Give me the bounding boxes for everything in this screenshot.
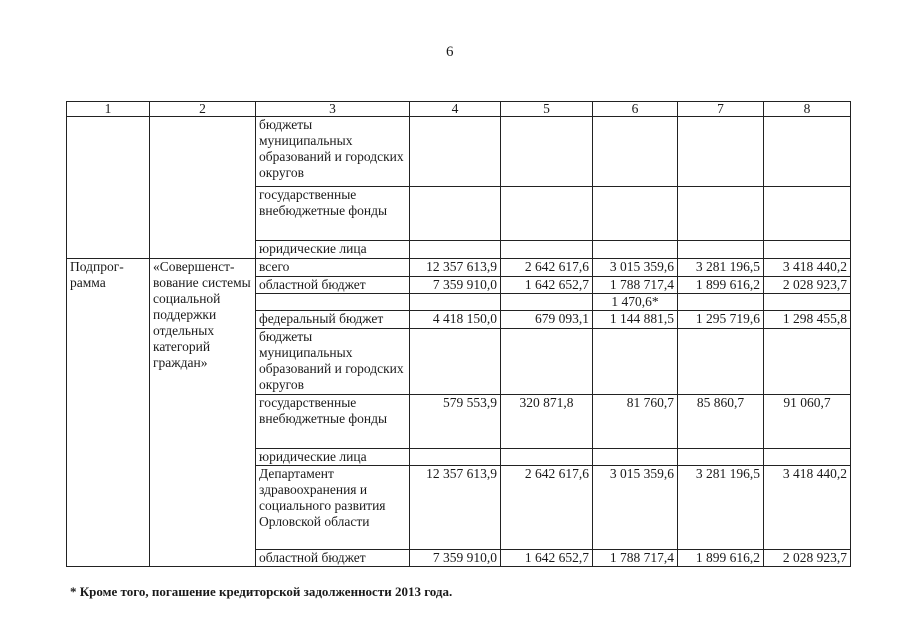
value-cell: 3 281 196,5	[678, 466, 764, 550]
value-cell: 1 642 652,7	[501, 550, 593, 567]
page-number: 6	[446, 44, 454, 60]
value-cell: 2 028 923,7	[764, 277, 851, 294]
value-cell: 1 899 616,2	[678, 550, 764, 567]
row-label: государственные внебюджетные фонды	[256, 187, 410, 241]
header-cell: 1	[67, 102, 150, 117]
row-label: бюджеты муниципальных образований и городских округов	[256, 329, 410, 395]
value-cell: 1 899 616,2	[678, 277, 764, 294]
row-label: юридические лица	[256, 241, 410, 259]
value-cell: 3 418 440,2	[764, 259, 851, 277]
value-cell: 1 144 881,5	[593, 311, 678, 329]
value-cell: 91 060,7	[764, 395, 851, 449]
value-cell: 3 015 359,6	[593, 466, 678, 550]
footnote: * Кроме того, погашение кредиторской задолженности 2013 года.	[70, 584, 453, 599]
header-row	[67, 102, 851, 117]
value-cell: 7 359 910,0	[410, 550, 501, 567]
footnote-value: 1 470,6*	[593, 294, 678, 311]
row-label: юридические лица	[256, 449, 410, 466]
value-cell: 1 642 652,7	[501, 277, 593, 294]
header-cell: 7	[678, 102, 764, 117]
table-row	[67, 259, 851, 277]
row-label: всего	[256, 259, 410, 277]
value-cell: 3 015 359,6	[593, 259, 678, 277]
value-cell: 1 298 455,8	[764, 311, 851, 329]
value-cell: 2 642 617,6	[501, 259, 593, 277]
budget-table	[66, 101, 851, 567]
value-cell: 579 553,9	[410, 395, 501, 449]
table-row	[67, 117, 851, 187]
value-cell: 320 871,8	[501, 395, 593, 449]
header-cell: 4	[410, 102, 501, 117]
header-cell: 3	[256, 102, 410, 117]
value-cell: 4 418 150,0	[410, 311, 501, 329]
row-label: бюджеты муниципальных образований и городских округов	[256, 117, 410, 187]
row-label: областной бюджет	[256, 277, 410, 294]
value-cell: 85 860,7	[678, 395, 764, 449]
header-cell: 8	[764, 102, 851, 117]
value-cell: 81 760,7	[593, 395, 678, 449]
value-cell: 1 788 717,4	[593, 277, 678, 294]
value-cell: 7 359 910,0	[410, 277, 501, 294]
header-cell: 5	[501, 102, 593, 117]
value-cell: 1 295 719,6	[678, 311, 764, 329]
row-label: федеральный бюджет	[256, 311, 410, 329]
empty-cell	[150, 117, 256, 259]
row-label: Департамент здравоохранения и социального развития Орловской области	[256, 466, 410, 550]
row-label: государственные внебюджетные фонды	[256, 395, 410, 449]
header-cell: 2	[150, 102, 256, 117]
value-cell: 3 281 196,5	[678, 259, 764, 277]
value-cell: 12 357 613,9	[410, 259, 501, 277]
header-cell: 6	[593, 102, 678, 117]
value-cell: 679 093,1	[501, 311, 593, 329]
value-cell: 3 418 440,2	[764, 466, 851, 550]
row-label: областной бюджет	[256, 550, 410, 567]
program-type: Подпрог-рамма	[67, 259, 150, 567]
program-name: «Совершенст-вование системы социальной поддержки отдельных категорий граждан»	[150, 259, 256, 567]
empty-cell	[67, 117, 150, 259]
value-cell: 12 357 613,9	[410, 466, 501, 550]
value-cell: 2 028 923,7	[764, 550, 851, 567]
value-cell: 2 642 617,6	[501, 466, 593, 550]
value-cell: 1 788 717,4	[593, 550, 678, 567]
